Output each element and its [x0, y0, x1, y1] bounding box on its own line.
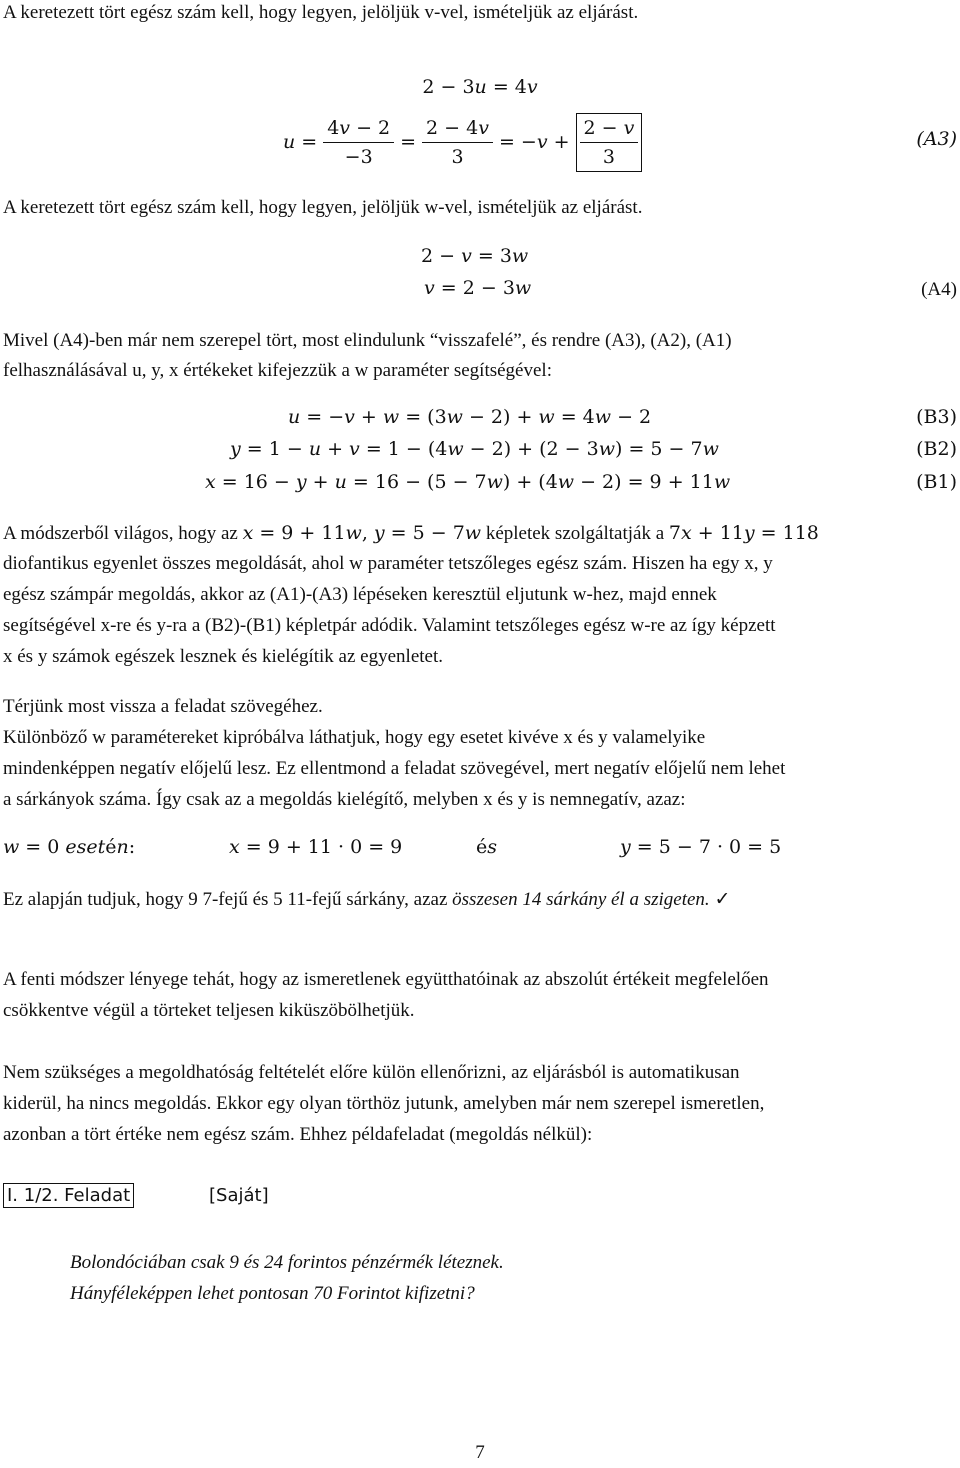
fraction-1: $\frac{\text{4𝑣 − 2}}{-3}$: [323, 114, 394, 171]
fraction-2: $\frac{\text{2 − 4𝑣}}{3}$: [422, 114, 493, 171]
text-line: egész számpár megoldás, akkor az (A1)-(A3) lépéseken keresztül eljutunk w-hez, majd ennek: [3, 584, 717, 605]
eq-b2-tag: (B2): [916, 438, 957, 460]
eq-a3-tag: (𝐴3): [916, 128, 957, 150]
eq-b2: 𝑦 = 1 − 𝑢 + 𝑣 = 1 − (4𝑤 − 2) + (2 − 3𝑤) = 5 − 7𝑤: [230, 438, 719, 460]
text-line: mindenképpen negatív előjelű lesz. Ez ellentmond a feladat szövegével, mert negatív előjelű nem lehet: [3, 758, 786, 779]
text-line: segítségével x-re és y-ra a (B2)-(B1) képletpár adódik. Valamint tetszőleges egész w-re az így képzett: [3, 615, 776, 636]
text-line: azonban a tört értéke nem egész szám. Ehhez példafeladat (megoldás nélkül):: [3, 1124, 593, 1145]
task-text-line1: Bolondóciában csak 9 és 24 forintos pénzérmék léteznek.: [70, 1252, 504, 1273]
task-text-line2: Hányféleképpen lehet pontosan 70 Forintot kifizetni?: [70, 1283, 475, 1304]
page-number: 7: [475, 1442, 485, 1463]
text-line: Térjünk most vissza a feladat szövegéhez.: [3, 696, 323, 717]
text-line: Mivel (A4)-ben már nem szerepel tört, most elindulunk “visszafelé”, és rendre (A3), (A2), (A1): [3, 330, 732, 351]
intro-line-2: A keretezett tört egész szám kell, hogy legyen, jelöljük w-vel, ismételjük az eljárást.: [3, 197, 643, 218]
eq-b3: 𝑢 = −𝑣 + 𝑤 = (3𝑤 − 2) + 𝑤 = 4𝑤 − 2: [288, 406, 652, 428]
text-line: A fenti módszer lényege tehát, hogy az ismeretlenek együtthatóinak az abszolút értékeit megfelelően: [3, 969, 769, 990]
eq-a4-tag: (A4): [921, 279, 957, 300]
solution-es: é𝑠: [476, 836, 497, 858]
eq-a3-line2: 𝑢 = $\frac{\text{4𝑣 − 2}}{-3}$ = $\frac{\text{2 − 4𝑣}}{3}$ = −𝑣 + $\frac{\text{2 − 𝑣}}{3}$: [283, 110, 642, 174]
eq-b3-tag: (B3): [916, 406, 957, 428]
eq-a3-lhs: 𝑢 =: [283, 131, 318, 153]
text-line: felhasználásával u, y, x értékeket kifejezzük a w paraméter segítségével:: [3, 360, 552, 381]
eq-a4-line2: 𝑣 = 2 − 3𝑤: [424, 277, 532, 299]
eq-a3-line1: 2 − 3𝑢 = 4𝑣: [422, 76, 538, 98]
boxed-fraction: $\frac{\text{2 − 𝑣}}{3}$: [576, 113, 643, 172]
task-label: I. 1/2. Feladat: [3, 1183, 134, 1208]
text-line: kiderül, ha nincs megoldás. Ekkor egy olyan törthöz jutunk, amelyben már nem szerepel ismeretlen,: [3, 1093, 765, 1114]
conclusion-line: Ez alapján tudjuk, hogy 9 7-fejű és 5 11-fejű sárkány, azaz összesen 14 sárkány él a szigeten. ✓: [3, 888, 731, 910]
solution-x: 𝑥 = 9 + 11 · 0 = 9: [229, 836, 403, 858]
text-line: csökkentve végül a törteket teljesen kiküszöbölhetjük.: [3, 1000, 415, 1021]
text-line: a sárkányok száma. Így csak az a megoldás kielégítő, melyben x és y is nemnegatív, azaz:: [3, 789, 686, 810]
text-line: Különböző w paramétereket kipróbálva láthatjuk, hogy egy esetet kivéve x és y valamelyike: [3, 727, 706, 748]
intro-line-1: A keretezett tört egész szám kell, hogy legyen, jelöljük v-vel, ismételjük az eljárást.: [3, 2, 639, 23]
para1-line1: A módszerből világos, hogy az 𝑥 = 9 + 11𝑤, 𝑦 = 5 − 7𝑤 képletek szolgáltatják a 7𝑥 + 11𝑦 = 118: [3, 522, 819, 544]
text-line: Nem szükséges a megoldhatóság feltételét előre külön ellenőrizni, az eljárásból is automatikusan: [3, 1062, 740, 1083]
eq-b1-tag: (B1): [916, 471, 957, 493]
text-line: diofantikus egyenlet összes megoldását, ahol w paraméter tetszőleges egész szám. Hiszen ha egy x, y: [3, 553, 773, 574]
eq-a4-line1: 2 − 𝑣 = 3𝑤: [421, 245, 529, 267]
text-line: x és y számok egészek lesznek és kielégítik az egyenletet.: [3, 646, 443, 667]
solution-w: 𝑤 = 0 𝑒𝑠𝑒𝑡é𝑛:: [3, 836, 136, 858]
eq-b1: 𝑥 = 16 − 𝑦 + 𝑢 = 16 − (5 − 7𝑤) + (4𝑤 − 2) = 9 + 11𝑤: [205, 471, 731, 493]
task-source: [Saját]: [209, 1185, 269, 1206]
checkmark-icon: ✓: [714, 888, 731, 910]
solution-y: 𝑦 = 5 − 7 · 0 = 5: [620, 836, 782, 858]
